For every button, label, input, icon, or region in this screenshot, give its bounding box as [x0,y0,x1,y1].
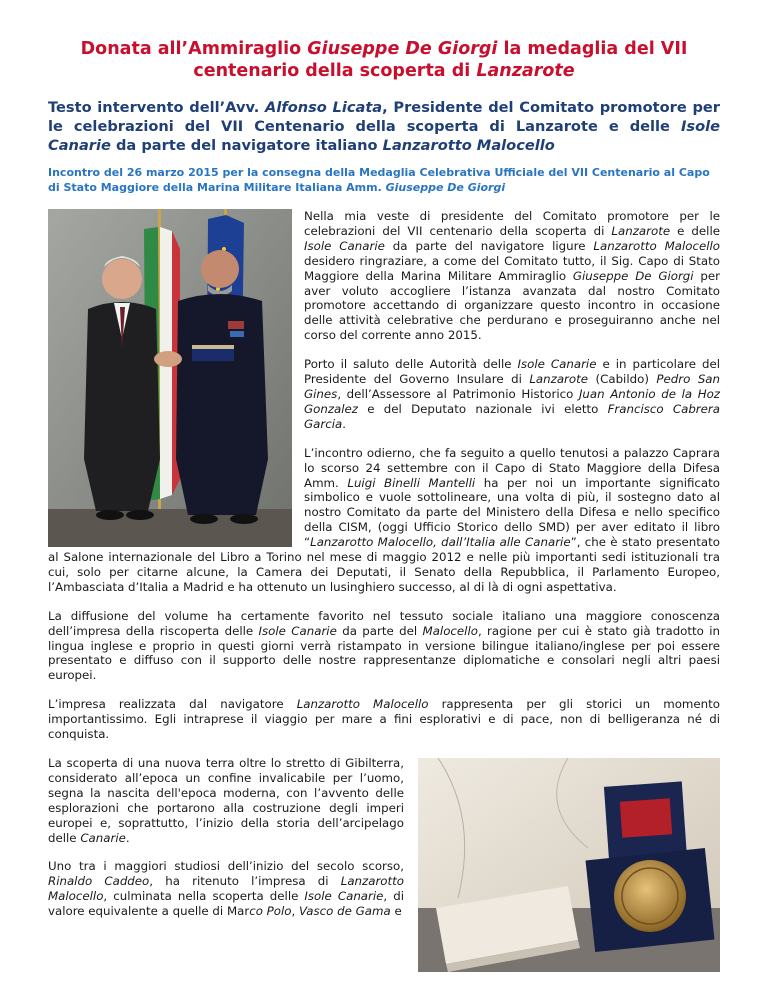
p5-text-c: rappresenta per gli storici un momento importantissimo. Egli intraprese il viaggio per mare a fini esplorativi e di pace, non di belligeranza né di conquista. [48,697,720,742]
p1-text-c: e delle [670,223,720,238]
p2-italic-j: Francisco Cabrera Garcia [304,401,720,431]
p7-text-g: , di valore equivalente a quelle di Mar [48,889,404,919]
p7-text-k: e [390,904,402,919]
p1-italic-d: Isole Canarie [304,238,385,253]
title-text: Donata all’Ammiraglio [80,39,308,59]
p5-italic-b: Lanzarotto Malocello [296,697,429,712]
p7-italic-h: co Polo [249,904,292,919]
p3-text-a: L’incontro odierno, che fa seguito a quello tenutosi a palazzo Caprara lo scorso 24 settembre con il Capo di Stato Maggiore della Difesa Amm. [304,445,720,490]
p3-italic-b: Luigi Binelli Mantelli [347,475,476,490]
p6-text-c: . [125,830,130,845]
meeting-note [48,165,720,195]
p2-italic-f: Pedro San Gines [304,372,721,401]
p2-text-e: (Cabildo) [588,372,657,387]
p1-text-a: Nella mia veste di presidente del Comitato promotore per le celebrazioni del VII centenario della scoperta di [304,209,720,238]
ceremony-photo-illustration [48,209,292,547]
p6-italic-b: Canarie [80,830,126,845]
meeting-text: Incontro del 26 marzo 2015 per la consegna della Medaglia Celebrativa Ufficiale del VII Centenario al Capo di Stato Maggiore della Marina Militare Italiana Amm. [48,166,710,194]
title-italic-place: Lanzarote [476,61,575,81]
p1-text-g: desidero ringraziare, a come del Comitato tutto, il Sig. Capo di Stato Maggiore della Marina Militare Ammiraglio [304,253,720,283]
subtitle-text: Testo intervento dell’Avv. [48,99,266,116]
p4-italic-b: Isole Canarie [258,623,337,638]
title-text-2: la medaglia del VII centenario della scoperta di [193,39,688,81]
p2-text-i: e del Deputato nazionale ivi eletto [358,401,608,416]
p7-text-i: , [291,904,299,919]
p3-text-e: ”, che è stato presentato al Salone internazionale del Libro a Torino nel mese di maggio 2012 e nelle più importanti sedi istituzionali tra cui, solo per citarne alcune, la Camera dei Deputati, il Senato della Repubblica, il Parlamento Europeo, l’Ambasciata d’Italia a Madrid e ha ottenuto un lusinghiero successo, al di là di ogni aspettativa. [48,535,720,594]
subtitle-text-3: da parte del navigatore italiano [110,137,383,154]
subtitle-italic-islands: Isole Canarie [48,118,720,154]
p4-italic-d: Malocello [422,623,478,638]
subtitle-italic-name: Alfonso Licata [265,99,383,116]
title-italic-name: Giuseppe De Giorgi [307,39,498,59]
p4-text-a: La diffusione del volume ha certamente favorito nel tessuto sociale italiano una maggiore conoscenza dell’impresa della riscoperta delle [48,608,720,638]
p2-text-c: e in particolare del Presidente del Governo Insulare di [304,357,720,387]
p7-italic-b: Rinaldo Caddeo [48,874,150,889]
p7-text-a: Uno tra i maggiori studiosi dell’inizio del secolo scorso, [48,859,404,874]
medal-photo-illustration [418,758,720,972]
ceremony-photo [48,209,292,547]
p1-text-e: da parte del navigatore ligure [384,238,594,253]
p7-text-e: , culminata nella scoperta delle [103,889,305,904]
p3-italic-d: Lanzarotto Malocello, dall’Italia alle Canarie [310,535,571,550]
p7-italic-j: Vasco de Gama [298,904,391,919]
meeting-italic-name: Giuseppe De Giorgi [385,181,506,194]
subtitle-text-2: , Presidente del Comitato promotore per le celebrazioni del VII Centenario della scoperta di Lanzarote e delle [48,99,720,135]
p2-italic-b: Isole Canarie [517,357,597,372]
paragraph-5 [48,697,720,742]
paragraph-4 [48,609,720,684]
p7-text-c: , ha ritenuto l’impresa di [149,874,341,889]
p1-italic-h: Giuseppe De Giorgi [572,268,694,283]
p3-text-c: ha per noi un importante significato simbolico e vuole sottolineare, una volta di più, il sostegno dato al nostro Comitato da parte del Ministero della Difesa e nello specifico della CISM, (oggi Ufficio Storico dello SMD) per aver editato il libro “ [304,475,720,550]
p6-text-a: La scoperta di una nuova terra oltre lo stretto di Gibilterra, considerato all’epoca un confine invalicabile per l’uomo, segna la nascita dell'epoca moderna, con l’avvento delle esplorazioni che portarono alla costruzione degli imperi europei e, soprattutto, l’inizio della storia dell’arcipelago delle [48,756,404,845]
subtitle-italic-navigator: Lanzarotto Malocello [382,137,555,154]
document-subtitle [48,98,720,155]
p2-italic-h: Juan Antonio de la Hoz Gonzalez [304,386,720,416]
p4-text-c: da parte del [336,623,423,638]
document-title [48,38,720,82]
p7-italic-f: Isole Canarie [304,889,384,904]
p2-italic-d: Lanzarote [529,372,589,387]
p1-italic-f: Lanzarotto Malocello [593,238,721,253]
medal-photo [418,758,720,972]
p2-text-g: , dell’Assessore al Patrimonio Historico [337,386,579,401]
p4-text-e: , ragione per cui è stato già tradotto in lingua inglese e proprio in questi giorni verrà ristampato in versione bilingue italiano/inglese per poi essere presentato e diffuso con il supporto delle nostre rappresentanze diplomatiche e consolari negli altri paesi europei. [48,623,720,683]
p7-italic-d: Lanzarotto Malocello [48,874,404,904]
p2-text-a: Porto il saluto delle Autorità delle [304,357,518,372]
document-page [48,38,720,978]
p5-text-a: L’impresa realizzata dal navigatore [48,697,297,712]
p2-text-k: . [342,416,346,431]
p1-italic-b: Lanzarote [611,223,671,238]
p1-text-i: per aver voluto accogliere l’istanza avanzata dal nostro Comitato promotore accettando di organizzare questo incontro in occasione delle attività celebrative che perdurano e proseguiranno anche nel corso del corrente anno 2015. [304,268,720,343]
